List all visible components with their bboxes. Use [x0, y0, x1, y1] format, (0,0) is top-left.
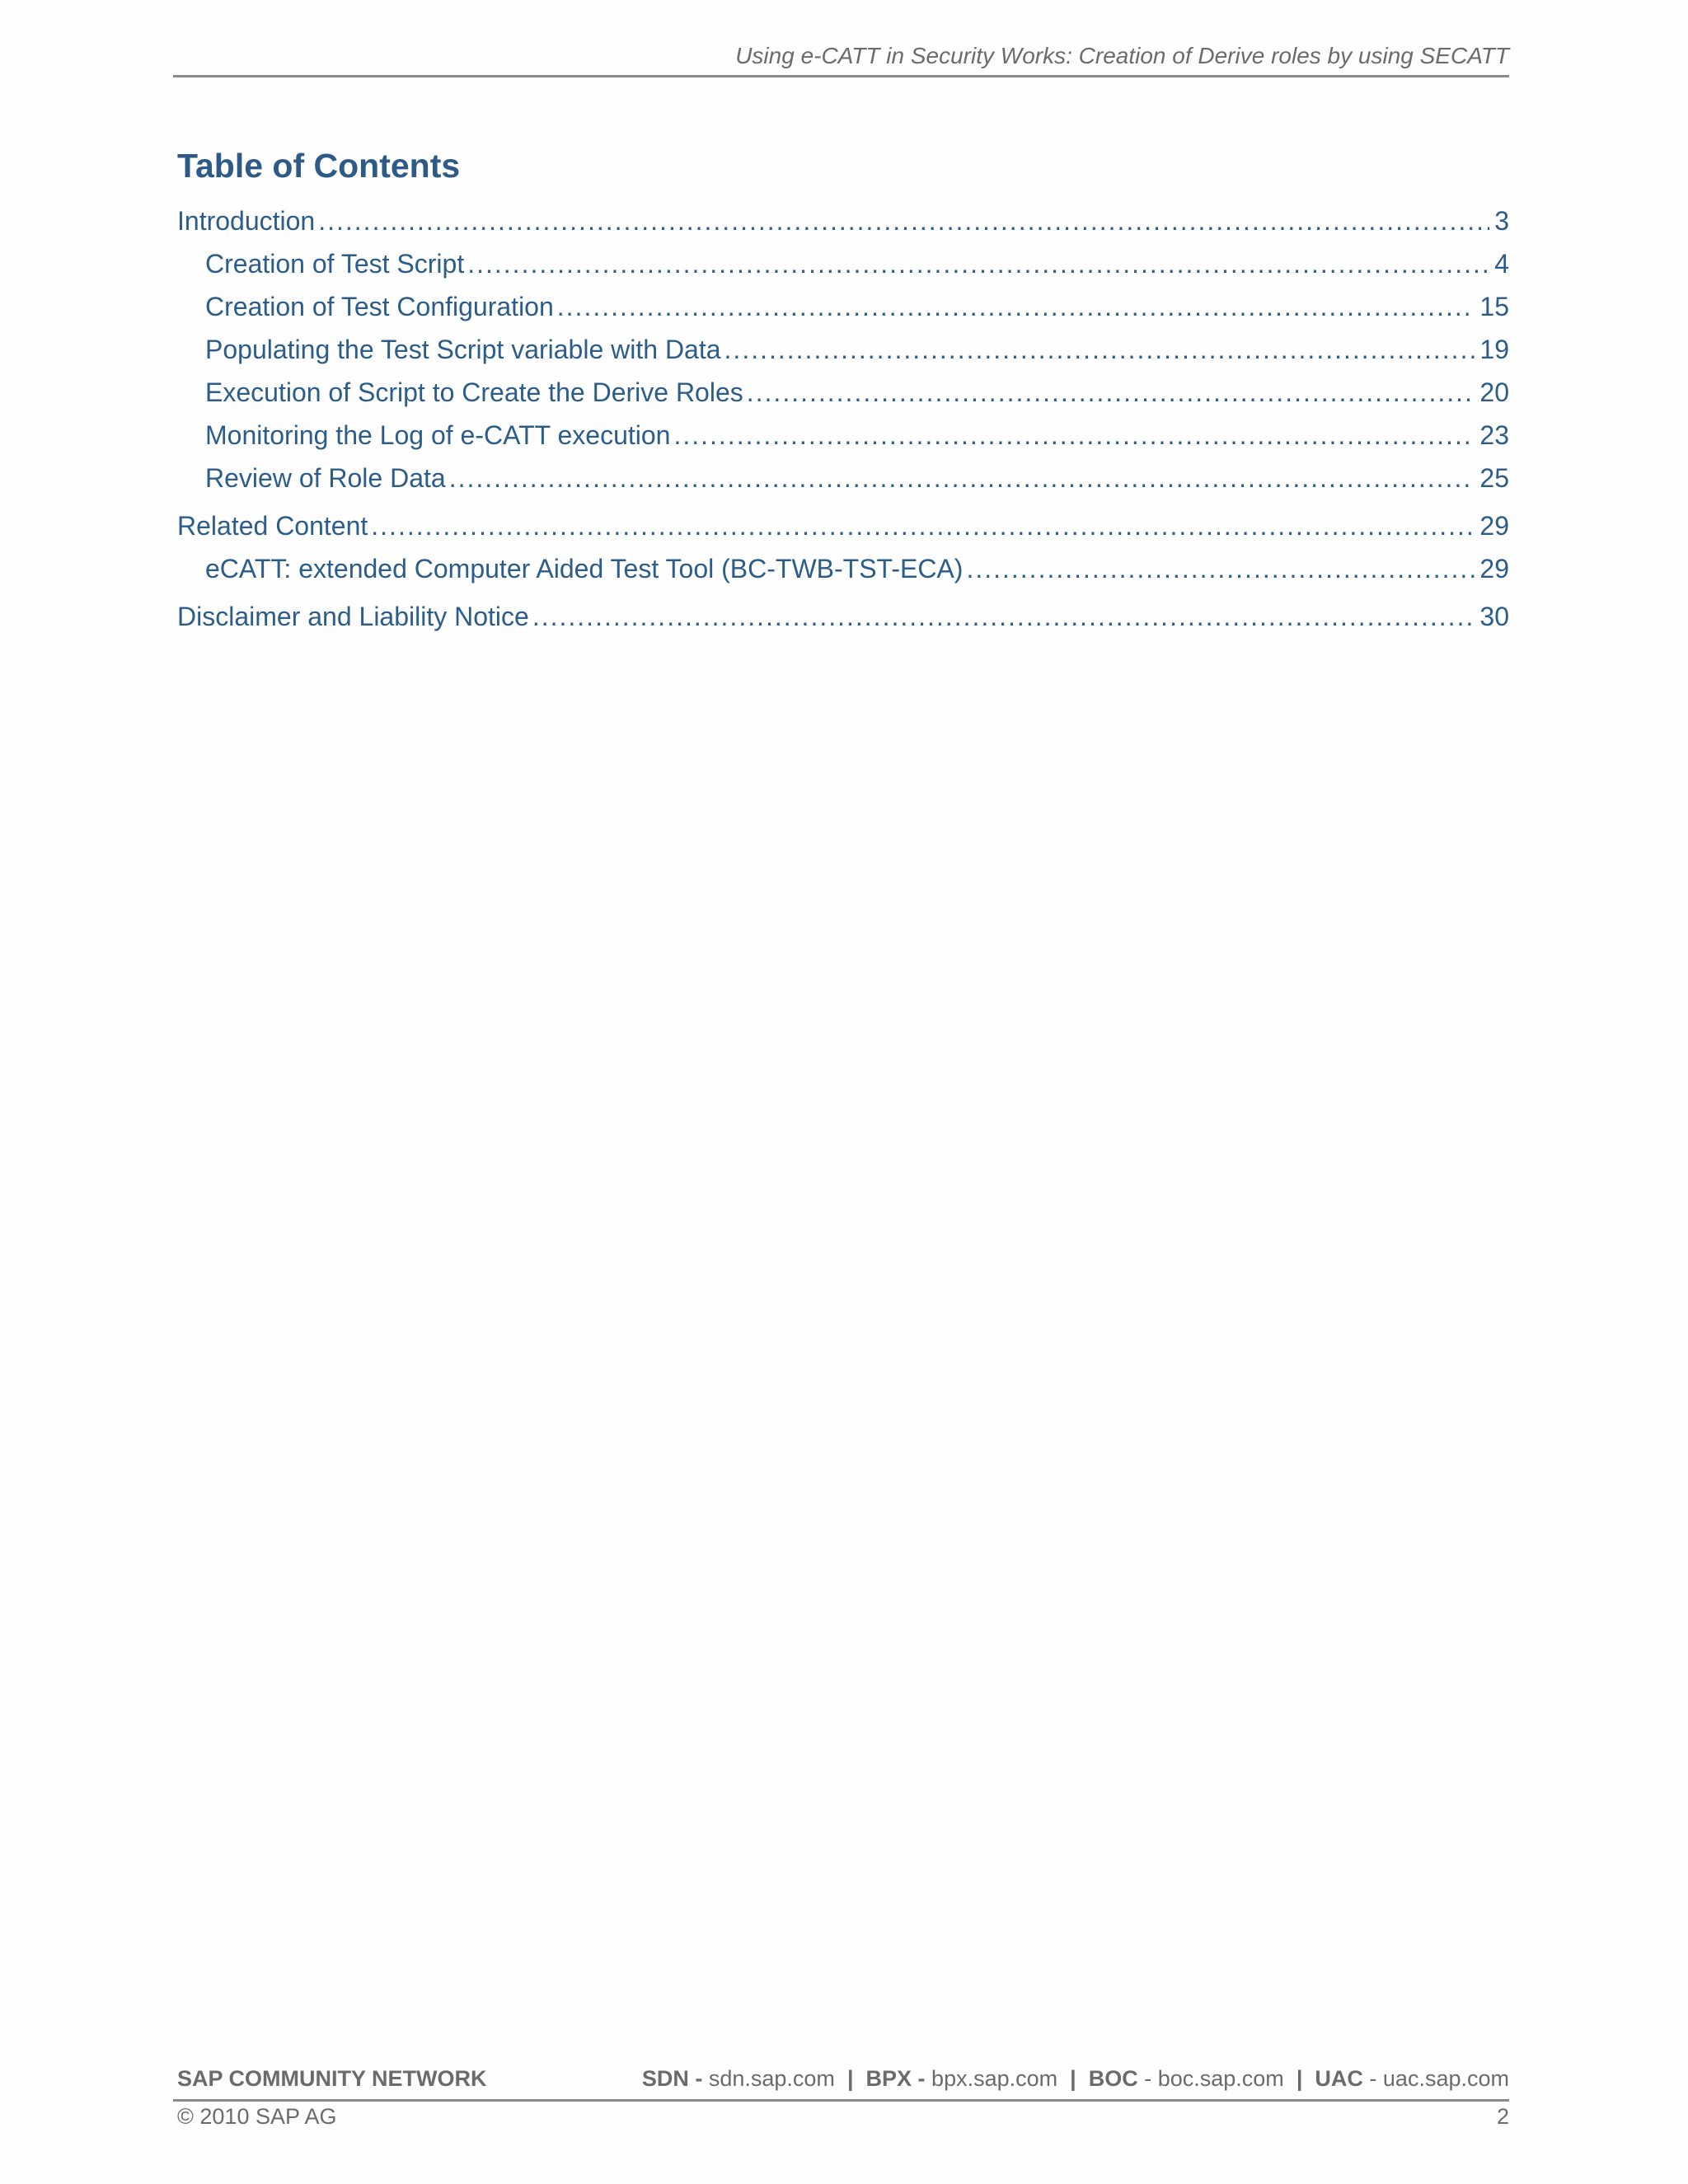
toc-entry-page: 15 — [1479, 292, 1509, 321]
footer-uac-label: UAC — [1315, 2066, 1363, 2091]
toc-entry-page: 30 — [1479, 602, 1509, 631]
toc-entry-label: Creation of Test Configuration — [205, 292, 554, 321]
footer-page-number: 2 — [1496, 2104, 1509, 2129]
toc-leader-dots — [673, 414, 1475, 457]
toc-entry-ecatt-tool[interactable] — [177, 547, 1509, 590]
footer-boc-link[interactable]: - boc.sap.com — [1144, 2066, 1284, 2091]
footer-separator: | — [846, 2066, 854, 2091]
table-of-contents — [177, 199, 1509, 638]
toc-entry-page: 23 — [1479, 420, 1509, 450]
toc-leader-dots — [371, 504, 1475, 547]
toc-leader-dots — [318, 199, 1489, 242]
toc-leader-dots — [467, 242, 1489, 285]
toc-entry-populating-test-script[interactable] — [177, 328, 1509, 371]
footer-sdn-label: SDN - — [641, 2066, 703, 2091]
toc-entry-label: Monitoring the Log of e-CATT execution — [205, 420, 671, 450]
toc-entry-label: Creation of Test Script — [205, 249, 465, 279]
footer-divider — [173, 2099, 1509, 2102]
footer-uac-link[interactable]: - uac.sap.com — [1369, 2066, 1509, 2091]
footer-separator: | — [1070, 2066, 1076, 2091]
toc-entry-page: 29 — [1479, 554, 1509, 583]
toc-entry-label: Execution of Script to Create the Derive Roles — [205, 377, 743, 407]
toc-leader-dots — [966, 547, 1475, 590]
toc-entry-disclaimer[interactable] — [177, 595, 1509, 638]
toc-leader-dots — [747, 371, 1475, 414]
toc-entry-introduction[interactable] — [177, 199, 1509, 242]
toc-entry-review-of-role-data[interactable] — [177, 457, 1509, 499]
toc-entry-label: Disclaimer and Liability Notice — [177, 602, 529, 631]
toc-entry-label: Populating the Test Script variable with Data — [205, 335, 721, 364]
header-divider — [173, 75, 1509, 77]
running-header: Using e-CATT in Security Works: Creation of Derive roles by using SECATT — [735, 43, 1509, 68]
toc-entry-related-content[interactable] — [177, 504, 1509, 547]
toc-leader-dots — [724, 328, 1475, 371]
toc-entry-page: 29 — [1479, 511, 1509, 541]
footer-sdn-link[interactable]: sdn.sap.com — [708, 2066, 835, 2091]
toc-leader-dots — [557, 285, 1475, 328]
footer-boc-label: BOC — [1088, 2066, 1138, 2091]
toc-entry-page: 19 — [1479, 335, 1509, 364]
toc-entry-label: eCATT: extended Computer Aided Test Tool (BC-TWB-TST-ECA) — [205, 554, 964, 583]
toc-entry-page: 3 — [1494, 206, 1509, 236]
toc-entry-creation-of-test-configuration[interactable] — [177, 285, 1509, 328]
toc-leader-dots — [449, 457, 1475, 499]
toc-title: Table of Contents — [177, 147, 461, 185]
toc-entry-page: 20 — [1479, 377, 1509, 407]
toc-entry-page: 25 — [1479, 463, 1509, 493]
toc-entry-creation-of-test-script[interactable] — [177, 242, 1509, 285]
toc-entry-label: Related Content — [177, 511, 368, 541]
toc-leader-dots — [532, 595, 1475, 638]
footer-copyright: © 2010 SAP AG — [177, 2104, 337, 2129]
toc-entry-page: 4 — [1494, 249, 1509, 279]
toc-entry-execution-of-script[interactable] — [177, 371, 1509, 414]
toc-entry-label: Review of Role Data — [205, 463, 446, 493]
toc-entry-label: Introduction — [177, 206, 316, 236]
footer-links — [642, 2066, 1509, 2092]
footer-bpx-link[interactable]: bpx.sap.com — [931, 2066, 1058, 2091]
footer-separator: | — [1296, 2066, 1303, 2091]
footer-bpx-label: BPX - — [865, 2066, 926, 2091]
toc-entry-monitoring-log[interactable] — [177, 414, 1509, 457]
footer-network: SAP COMMUNITY NETWORK — [177, 2066, 487, 2091]
